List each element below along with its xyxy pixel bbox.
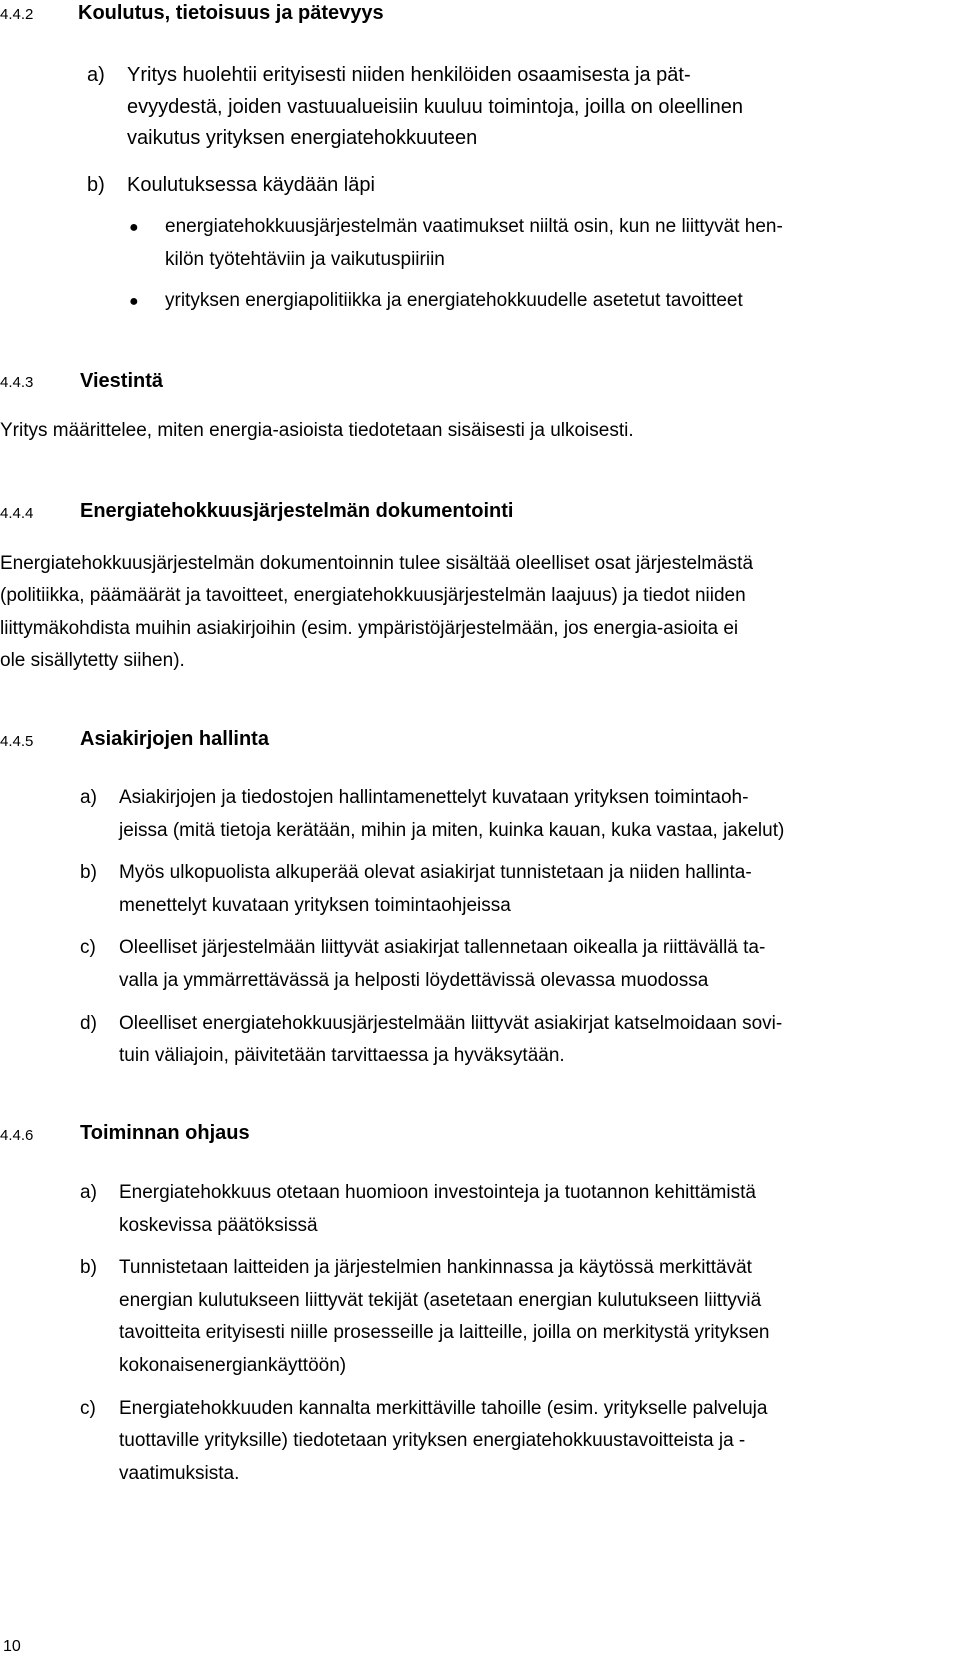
item-line: koskevissa päätöksissä [119, 1215, 318, 1236]
section-title-4-4-5: Asiakirjojen hallinta [80, 728, 269, 750]
item-line: valla ja ymmärrettävässä ja helposti löydettävissä olevassa muodossa [119, 970, 709, 991]
item-line: Asiakirjojen ja tiedostojen hallintamenettelyt kuvataan yrityksen toimintaoh- [119, 787, 749, 808]
item-label-a: a) [80, 1182, 97, 1203]
item-line: Oleelliset järjestelmään liittyvät asiakirjat tallennetaan oikealla ja riittävällä ta- [119, 937, 766, 958]
item-line: Energiatehokkuus otetaan huomioon investointeja ja tuotannon kehittämistä [119, 1182, 756, 1203]
section-title-4-4-4: Energiatehokkuusjärjestelmän dokumentointi [80, 500, 514, 522]
item-line: Koulutuksessa käydään läpi [127, 174, 375, 196]
section-title-4-4-3: Viestintä [80, 370, 163, 392]
item-label-b: b) [80, 862, 97, 883]
section-title-4-4-6: Toiminnan ohjaus [80, 1122, 250, 1144]
item-line: tavoitteita erityisesti niille prosesseille ja laitteille, joilla on merkitystä yrityksen [119, 1322, 770, 1343]
section-number-4-4-4: 4.4.4 [0, 505, 34, 522]
section-number-4-4-5: 4.4.5 [0, 733, 34, 750]
item-line: kokonaisenergiankäyttöön) [119, 1355, 347, 1376]
paragraph: Yritys määrittelee, miten energia-asioista tiedotetaan sisäisesti ja ulkoisesti. [0, 420, 634, 441]
paragraph-line: (politiikka, päämäärät ja tavoitteet, energiatehokkuusjärjestelmän laajuus) ja tiedot niiden [0, 585, 746, 606]
item-line: Tunnistetaan laitteiden ja järjestelmien hankinnassa ja käytössä merkittävät [119, 1257, 752, 1278]
item-label-a: a) [87, 64, 105, 86]
item-line: Oleelliset energiatehokkuusjärjestelmään liittyvät asiakirjat katselmoidaan sovi- [119, 1013, 783, 1034]
item-line: energian kulutukseen liittyvät tekijät (asetetaan energian kulutukseen liittyviä [119, 1290, 762, 1311]
bullet-line: yrityksen energiapolitiikka ja energiatehokkuudelle asetetut tavoitteet [165, 290, 743, 311]
item-label-d: d) [80, 1013, 97, 1034]
section-number-4-4-3: 4.4.3 [0, 374, 34, 391]
section-title-4-4-2: Koulutus, tietoisuus ja pätevyys [78, 2, 384, 24]
item-label-c: c) [80, 1398, 96, 1419]
item-line: tuin väliajoin, päivitetään tarvittaessa ja hyväksytään. [119, 1045, 565, 1066]
item-line: Yritys huolehtii erityisesti niiden henkilöiden osaamisesta ja pät- [127, 64, 691, 86]
item-line: Energiatehokkuuden kannalta merkittäville tahoille (esim. yritykselle palveluja [119, 1398, 768, 1419]
item-line: menettelyt kuvataan yrityksen toimintaohjeissa [119, 895, 511, 916]
item-label-b: b) [80, 1257, 97, 1278]
bullet-icon: ● [129, 219, 139, 236]
item-line: Myös ulkopuolista alkuperää olevat asiakirjat tunnistetaan ja niiden hallinta- [119, 862, 752, 883]
item-line: tuottaville yrityksille) tiedotetaan yrityksen energiatehokkuustavoitteista ja - [119, 1430, 746, 1451]
section-number-4-4-2: 4.4.2 [0, 6, 34, 23]
page-number: 10 [3, 1638, 21, 1655]
bullet-line: kilön työtehtäviin ja vaikutuspiiriin [165, 249, 445, 270]
bullet-icon: ● [129, 293, 139, 310]
paragraph-line: Energiatehokkuusjärjestelmän dokumentoinnin tulee sisältää oleelliset osat järjestelmästä [0, 553, 754, 574]
item-line: evyydestä, joiden vastuualueisiin kuuluu toimintoja, joilla on oleellinen [127, 96, 743, 118]
item-line: vaatimuksista. [119, 1463, 240, 1484]
item-label-b: b) [87, 174, 105, 196]
section-number-4-4-6: 4.4.6 [0, 1127, 34, 1144]
item-line: vaikutus yrityksen energiatehokkuuteen [127, 127, 478, 149]
paragraph-line: ole sisällytetty siihen). [0, 650, 185, 671]
item-label-c: c) [80, 937, 96, 958]
item-label-a: a) [80, 787, 97, 808]
paragraph-line: liittymäkohdista muihin asiakirjoihin (esim. ympäristöjärjestelmään, jos energia-asioita ei [0, 618, 739, 639]
bullet-line: energiatehokkuusjärjestelmän vaatimukset niiltä osin, kun ne liittyvät hen- [165, 216, 783, 237]
item-line: jeissa (mitä tietoja kerätään, mihin ja miten, kuinka kauan, kuka vastaa, jakelut) [119, 820, 785, 841]
